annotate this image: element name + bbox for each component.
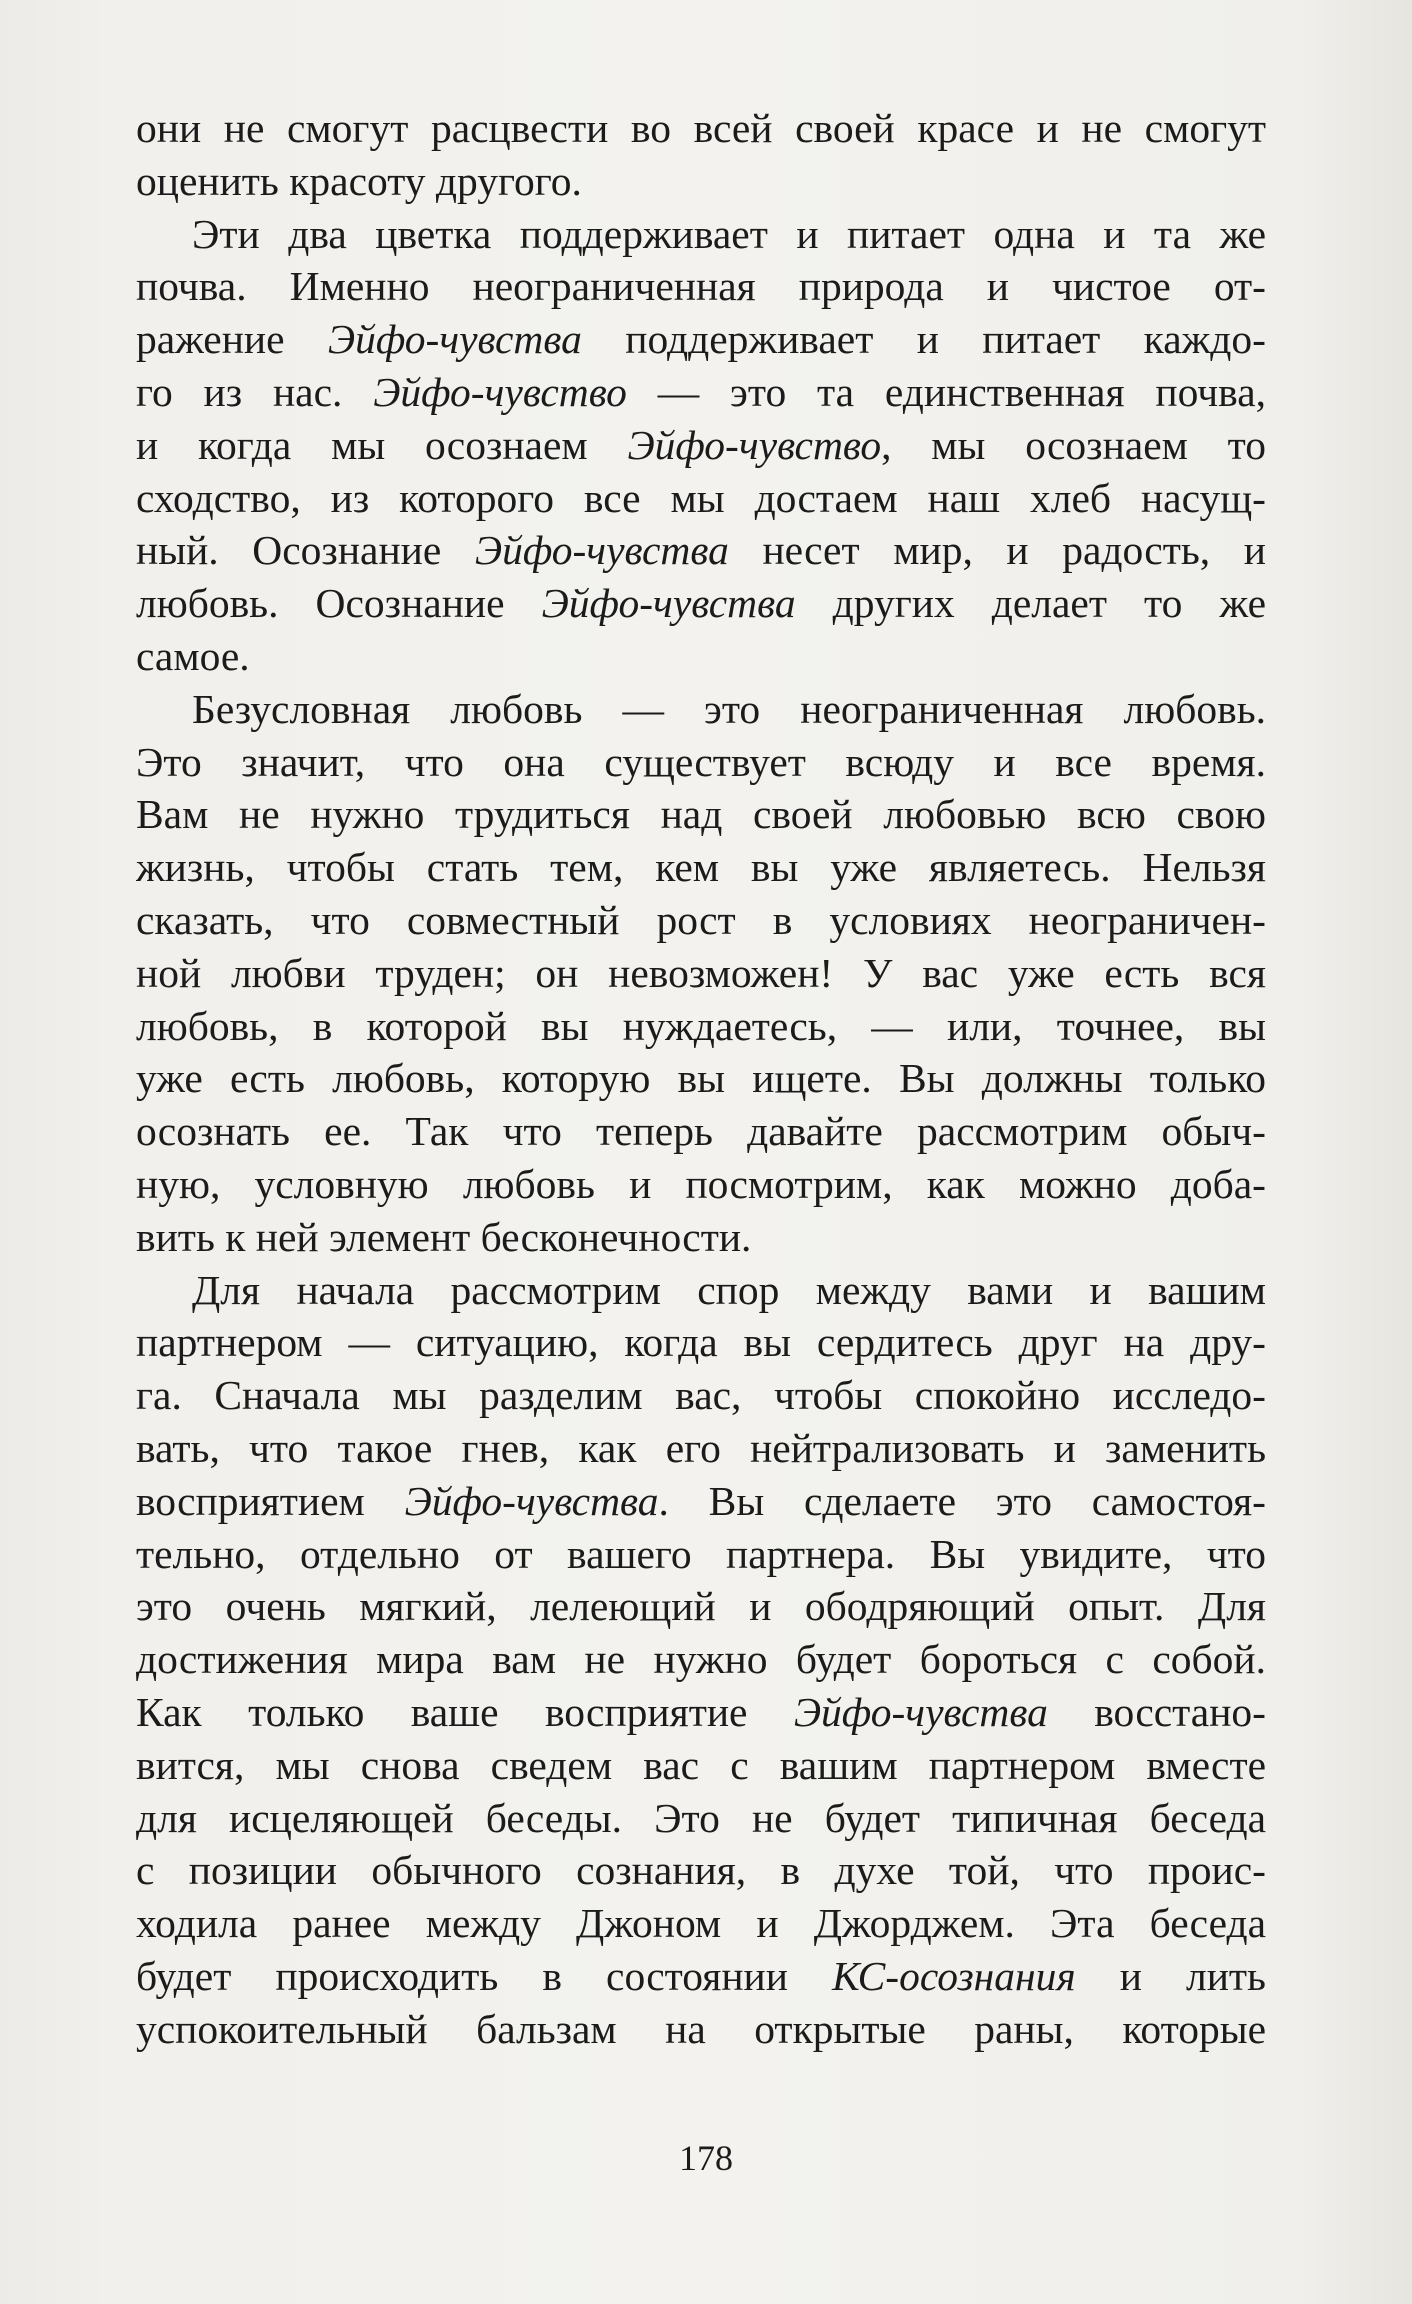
text-run: Вам не нужно трудиться над своей любовью всю свою <box>136 791 1266 838</box>
text-run: , мы осознаем то <box>881 421 1266 468</box>
text-run: достижения мира вам не нужно будет бороться с собой. <box>136 1636 1266 1683</box>
italic-term: Эйфо-чувство <box>373 368 627 415</box>
text-run: Это значит, что она существует всюду и все время. <box>136 738 1266 785</box>
page-number: 178 <box>679 2138 733 2178</box>
text-run: сходство, из которого все мы достаем наш хлеб насущ- <box>136 474 1266 521</box>
text-run: Для начала рассмотрим спор между вами и вашим <box>192 1266 1266 1313</box>
text-run: ный. Осознание <box>136 527 475 574</box>
text-line <box>136 1316 1266 1369</box>
italic-term: Эйфо-чувства <box>404 1477 659 1524</box>
italic-term: Эйфо-чувства <box>327 316 582 363</box>
text-line <box>136 630 1266 683</box>
text-run: . Вы сделаете это самостоя- <box>658 1477 1266 1524</box>
text-run: будет происходить в состоянии <box>136 1952 833 1999</box>
text-run: ной любви труден; он невозможен! У вас уже есть вся <box>136 949 1266 996</box>
text-line <box>136 1422 1266 1475</box>
text-line <box>136 155 1266 208</box>
text-line <box>136 208 1266 261</box>
text-line <box>136 1052 1266 1105</box>
text-line <box>136 313 1266 366</box>
text-run: с позиции обычного сознания, в духе той, что проис- <box>136 1847 1266 1894</box>
text-run: ходила ранее между Джоном и Джорджем. Эта беседа <box>136 1900 1266 1947</box>
text-run: других делает то же <box>795 580 1266 627</box>
text-run: восстано- <box>1047 1688 1266 1735</box>
text-run: вится, мы снова сведем вас с вашим партнером вместе <box>136 1741 1266 1788</box>
text-line <box>136 1686 1266 1739</box>
text-run: партнером — ситуацию, когда вы сердитесь друг на дру- <box>136 1319 1266 1366</box>
text-run: несет мир, и радость, и <box>728 527 1266 574</box>
text-line <box>136 1950 1266 2003</box>
italic-term: Эйфо-чувство <box>627 421 882 468</box>
text-run: го из нас. <box>136 368 374 415</box>
text-run: и лить <box>1075 1952 1266 1999</box>
italic-term: Эйфо-чувства <box>793 1688 1048 1735</box>
italic-term: Эйфо-чувства <box>541 580 796 627</box>
text-line <box>136 1000 1266 1053</box>
text-run: почва. Именно неограниченная природа и чистое от- <box>136 263 1266 310</box>
text-run: вать, что такое гнев, как его нейтрализовать и заменить <box>136 1424 1266 1471</box>
text-line <box>136 577 1266 630</box>
text-line <box>136 683 1266 736</box>
text-line <box>136 1633 1266 1686</box>
text-line <box>136 1792 1266 1845</box>
text-run: самое. <box>136 632 250 679</box>
text-run: ражение <box>136 316 328 363</box>
text-run: они не смогут расцвести во всей своей красе и не смогут <box>136 105 1266 151</box>
text-line <box>136 1897 1266 1950</box>
text-run: для исцеляющей беседы. Это не будет типичная беседа <box>136 1794 1266 1841</box>
text-run: сказать, что совместный рост в условиях неограничен- <box>136 896 1266 943</box>
text-line <box>136 102 1266 155</box>
text-line <box>136 788 1266 841</box>
text-run: и когда мы осознаем <box>136 421 628 468</box>
text-run: Как только ваше восприятие <box>136 1688 794 1735</box>
text-line <box>136 1369 1266 1422</box>
text-line <box>136 419 1266 472</box>
text-run: успокоительный бальзам на открытые раны, которые <box>136 2005 1266 2052</box>
text-line <box>136 1158 1266 1211</box>
text-run: поддерживает и питает каждо- <box>581 316 1266 363</box>
text-line <box>136 947 1266 1000</box>
text-run: любовь, в которой вы нуждаетесь, — или, точнее, вы <box>136 1002 1266 1049</box>
text-line <box>136 524 1266 577</box>
text-line <box>136 894 1266 947</box>
text-line <box>136 1264 1266 1317</box>
text-run: ную, условную любовь и посмотрим, как можно доба- <box>136 1160 1266 1207</box>
text-run: Эти два цветка поддерживает и питает одна и та же <box>192 210 1266 257</box>
text-run: жизнь, чтобы стать тем, кем вы уже являетесь. Нельзя <box>136 844 1266 891</box>
text-line <box>136 1844 1266 1897</box>
text-run: осознать ее. Так что теперь давайте рассмотрим обыч- <box>136 1108 1266 1155</box>
text-line <box>136 1580 1266 1633</box>
text-line <box>136 1739 1266 1792</box>
text-line <box>136 472 1266 525</box>
text-run: Безусловная любовь — это неограниченная любовь. <box>192 685 1266 732</box>
text-run: вить к ней элемент бесконечности. <box>136 1213 752 1260</box>
text-run: это очень мягкий, лелеющий и ободряющий опыт. Для <box>136 1583 1266 1630</box>
text-line <box>136 1211 1266 1264</box>
italic-term: КС-осознания <box>832 1952 1076 1999</box>
text-line <box>136 1105 1266 1158</box>
text-line <box>136 366 1266 419</box>
text-line <box>136 2003 1266 2056</box>
text-run: восприятием <box>136 1477 405 1524</box>
text-run: га. Сначала мы разделим вас, чтобы спокойно исследо- <box>136 1372 1266 1419</box>
text-line <box>136 736 1266 789</box>
text-line <box>136 1528 1266 1581</box>
text-line <box>136 260 1266 313</box>
text-run: — это та единственная почва, <box>626 368 1266 415</box>
text-line <box>136 841 1266 894</box>
text-run: уже есть любовь, которую вы ищете. Вы должны только <box>136 1055 1266 1102</box>
body-text <box>136 102 1266 2055</box>
text-run: тельно, отдельно от вашего партнера. Вы увидите, что <box>136 1530 1266 1577</box>
text-run: любовь. Осознание <box>136 580 542 627</box>
italic-term: Эйфо-чувства <box>474 527 729 574</box>
text-run: оценить красоту другого. <box>136 157 582 204</box>
text-line <box>136 1475 1266 1528</box>
